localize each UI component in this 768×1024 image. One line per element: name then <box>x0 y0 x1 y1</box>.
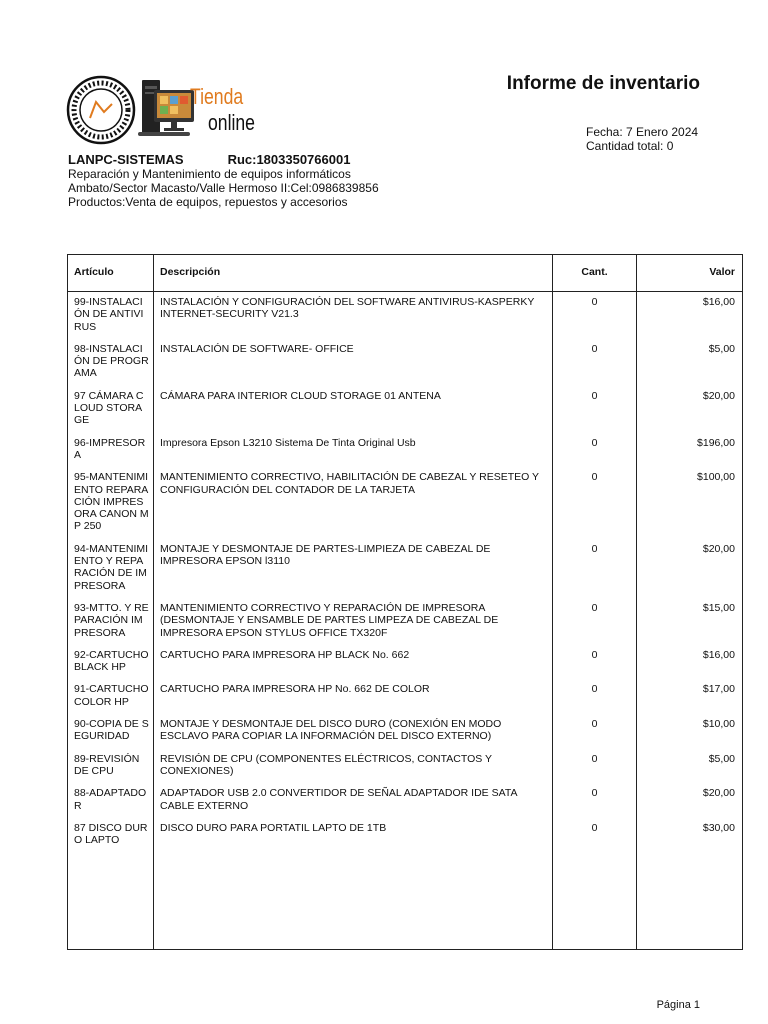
table-row <box>68 292 743 339</box>
report-title: Informe de inventario <box>506 73 700 94</box>
cell-valor: $10,00 <box>637 714 743 749</box>
cell-articulo: 89-REVISIÓN DE CPU <box>68 749 154 784</box>
cell-articulo: 95-MANTENIMIENTO REPARACIÓN IMPRESORA CANON MP 250 <box>68 467 154 538</box>
cell-valor: $20,00 <box>637 783 743 818</box>
cell-valor: $5,00 <box>637 339 743 386</box>
cell-descripcion: INSTALACIÓN Y CONFIGURACIÓN DEL SOFTWARE ANTIVIRUS-KASPERKY INTERNET-SECURITY V21.3 <box>154 292 553 339</box>
header-descripcion: Descripción <box>154 255 553 292</box>
cell-cant: 0 <box>553 818 637 950</box>
cell-descripcion: CARTUCHO PARA IMPRESORA HP BLACK No. 662 <box>154 645 553 680</box>
cell-articulo: 98-INSTALACIÓN DE PROGRAMA <box>68 339 154 386</box>
cell-articulo: 90-COPIA DE SEGURIDAD <box>68 714 154 749</box>
cell-valor: $17,00 <box>637 679 743 714</box>
cell-cant: 0 <box>553 339 637 386</box>
cell-descripcion: DISCO DURO PARA PORTATIL LAPTO DE 1TB <box>154 818 553 950</box>
cell-cant: 0 <box>553 783 637 818</box>
cell-cant: 0 <box>553 467 637 538</box>
table-row <box>68 714 743 749</box>
cell-descripcion: MANTENIMIENTO CORRECTIVO, HABILITACIÓN DE CABEZAL Y RESETEO Y CONFIGURACIÓN DEL CONTADOR DE LA TARJETA <box>154 467 553 538</box>
table-row <box>68 467 743 538</box>
cell-cant: 0 <box>553 386 637 433</box>
table-row <box>68 339 743 386</box>
company-service: Reparación y Mantenimiento de equipos informáticos <box>68 167 351 181</box>
cell-descripcion: ADAPTADOR USB 2.0 CONVERTIDOR DE SEÑAL ADAPTADOR IDE SATA CABLE EXTERNO <box>154 783 553 818</box>
cell-cant: 0 <box>553 433 637 468</box>
header-cant: Cant. <box>553 255 637 292</box>
cell-cant: 0 <box>553 679 637 714</box>
table-row <box>68 679 743 714</box>
cell-valor: $5,00 <box>637 749 743 784</box>
cell-articulo: 97 CÁMARA CLOUD STORAGE <box>68 386 154 433</box>
report-meta <box>586 125 698 153</box>
cell-valor: $20,00 <box>637 386 743 433</box>
table-row <box>68 818 743 950</box>
table-row <box>68 386 743 433</box>
cell-valor: $100,00 <box>637 467 743 538</box>
cell-articulo: 96-IMPRESORA <box>68 433 154 468</box>
cell-cant: 0 <box>553 598 637 645</box>
cell-descripcion: MONTAJE Y DESMONTAJE DEL DISCO DURO (CONEXIÓN EN MODO ESCLAVO PARA COPIAR LA INFORMACIÓN DEL DISCO EXTERNO) <box>154 714 553 749</box>
header-articulo: Artículo <box>68 255 154 292</box>
cell-descripcion: MANTENIMIENTO CORRECTIVO Y REPARACIÓN DE IMPRESORA (DESMONTAJE Y ENSAMBLE DE PARTES LIMPEZA DE CABEZAL DE IMPRESORA EPSON STYLUS OFFICE TX320F <box>154 598 553 645</box>
company-products: Productos:Venta de equipos, repuestos y accesorios <box>68 195 348 209</box>
company-header-line <box>68 152 379 167</box>
cell-articulo: 91-CARTUCHO COLOR HP <box>68 679 154 714</box>
cell-descripcion: INSTALACIÓN DE SOFTWARE- OFFICE <box>154 339 553 386</box>
page-number: Página 1 <box>656 999 700 1011</box>
cell-descripcion: Impresora Epson L3210 Sistema De Tinta Original Usb <box>154 433 553 468</box>
table-row <box>68 598 743 645</box>
cell-valor: $16,00 <box>637 292 743 339</box>
table-row <box>68 433 743 468</box>
cell-articulo: 87 DISCO DURO LAPTO <box>68 818 154 950</box>
inventory-table <box>67 254 743 950</box>
table-row <box>68 539 743 598</box>
cell-valor: $196,00 <box>637 433 743 468</box>
table-row <box>68 783 743 818</box>
report-date: Fecha: 7 Enero 2024 <box>586 125 699 139</box>
cell-articulo: 88-ADAPTADOR <box>68 783 154 818</box>
report-total-quantity: Cantidad total: 0 <box>586 139 674 153</box>
cell-valor: $16,00 <box>637 645 743 680</box>
table-row <box>68 645 743 680</box>
table-row <box>68 749 743 784</box>
cell-valor: $15,00 <box>637 598 743 645</box>
cell-cant: 0 <box>553 749 637 784</box>
cell-valor: $30,00 <box>637 818 743 950</box>
cell-descripcion: CÁMARA PARA INTERIOR CLOUD STORAGE 01 ANTENA <box>154 386 553 433</box>
company-ruc: Ruc:1803350766001 <box>227 152 351 167</box>
brand-tienda: Tienda <box>190 84 244 109</box>
cell-descripcion: MONTAJE Y DESMONTAJE DE PARTES-LIMPIEZA DE CABEZAL DE IMPRESORA EPSON l3110 <box>154 539 553 598</box>
company-name: LANPC-SISTEMAS <box>68 152 184 167</box>
header-valor: Valor <box>637 255 743 292</box>
cell-cant: 0 <box>553 714 637 749</box>
cell-cant: 0 <box>553 645 637 680</box>
cell-descripcion: CARTUCHO PARA IMPRESORA HP No. 662 DE COLOR <box>154 679 553 714</box>
company-info <box>68 152 379 209</box>
cell-articulo: 93-MTTO. Y REPARACIÓN IMPRESORA <box>68 598 154 645</box>
brand-online: online <box>208 110 255 135</box>
cell-articulo: 99-INSTALACIÓN DE ANTIVIRUS <box>68 292 154 339</box>
cell-articulo: 92-CARTUCHO BLACK HP <box>68 645 154 680</box>
cell-descripcion: REVISIÓN DE CPU (COMPONENTES ELÉCTRICOS, CONTACTOS Y CONEXIONES) <box>154 749 553 784</box>
cell-valor: $20,00 <box>637 539 743 598</box>
cell-cant: 0 <box>553 292 637 339</box>
table-header-row <box>68 255 743 292</box>
company-address: Ambato/Sector Macasto/Valle Hermoso II:Cel:0986839856 <box>68 181 379 195</box>
cell-articulo: 94-MANTENIMIENTO Y REPARACIÓN DE IMPRESORA <box>68 539 154 598</box>
company-logo <box>66 74 255 146</box>
cell-cant: 0 <box>553 539 637 598</box>
